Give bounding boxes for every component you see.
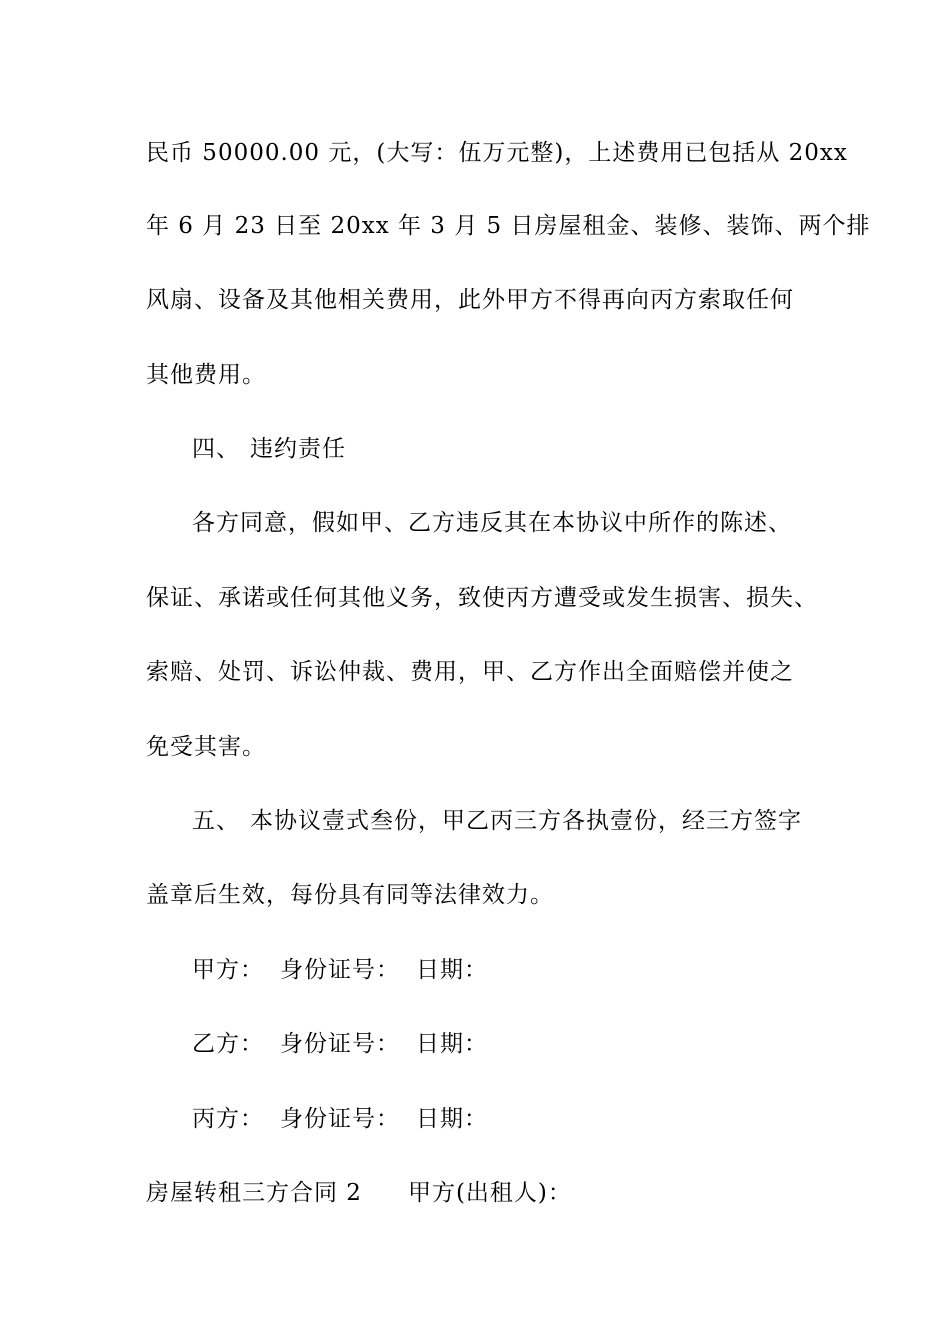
section-4-title: 违约责任 (250, 436, 346, 462)
signature-party-label: 丙方： (192, 1106, 264, 1132)
signature-row (192, 955, 488, 985)
signature-id-label: 身份证号： (280, 957, 400, 983)
section-4-line-2: 保证、承诺或任何其他义务，致使丙方遭受或发生损害、损失、 (146, 585, 818, 611)
signature-row (192, 1029, 488, 1059)
next-contract-party-label: 甲方(出租人)： (407, 1180, 572, 1206)
signature-date-label: 日期： (416, 1106, 488, 1132)
signature-date-label: 日期： (416, 957, 488, 983)
section-5-line-2: 盖章后生效，每份具有同等法律效力。 (146, 882, 554, 908)
next-contract-heading (146, 1178, 572, 1208)
signature-id-label: 身份证号： (280, 1106, 400, 1132)
section-4-line-4: 免受其害。 (146, 734, 266, 760)
payment-line-2: 年 6 月 23 日至 20xx 年 3 月 5 日房屋租金、装修、装饰、两个排 (146, 213, 871, 239)
next-contract-title: 房屋转租三方合同 2 (146, 1180, 362, 1206)
section-4-number: 四、 (192, 436, 240, 462)
payment-line-1: 民币 50000.00 元，(大写：伍万元整)，上述费用已包括从 20xx (146, 140, 848, 166)
section-5-text: 本协议壹式叁份，甲乙丙三方各执壹份，经三方签字 (250, 808, 802, 834)
section-4-line-3: 索赔、处罚、诉讼仲裁、费用，甲、乙方作出全面赔偿并使之 (146, 659, 794, 685)
signature-row (192, 1104, 488, 1134)
section-4-line-1: 各方同意，假如甲、乙方违反其在本协议中所作的陈述、 (192, 510, 792, 536)
payment-line-4: 其他费用。 (146, 362, 266, 388)
section-4-heading (192, 434, 346, 464)
signature-party-label: 乙方： (192, 1031, 264, 1057)
section-5-number: 五、 (192, 808, 240, 834)
signature-date-label: 日期： (416, 1031, 488, 1057)
signature-party-label: 甲方： (192, 957, 264, 983)
section-5-line-1 (192, 806, 802, 836)
signature-id-label: 身份证号： (280, 1031, 400, 1057)
payment-line-3: 风扇、设备及其他相关费用，此外甲方不得再向丙方索取任何 (146, 287, 794, 313)
